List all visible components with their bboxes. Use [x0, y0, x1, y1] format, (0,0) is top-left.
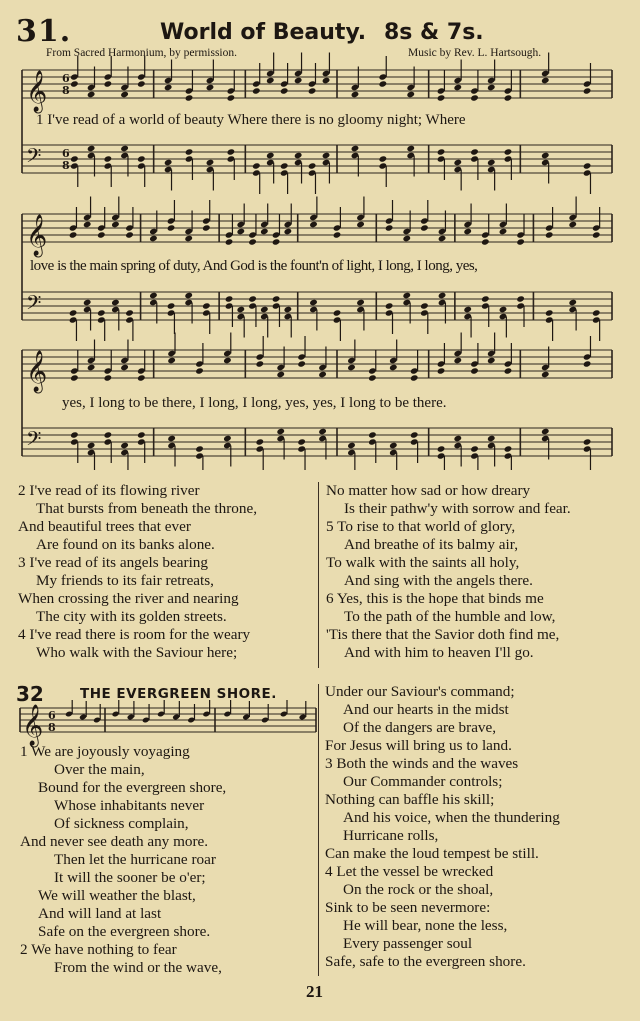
note-head: [137, 80, 146, 87]
note-head: [294, 77, 303, 84]
hymn-31-verses-right: [326, 482, 571, 662]
note-head: [385, 224, 394, 231]
note-head: [70, 431, 79, 438]
note-head: [356, 299, 365, 306]
note-head: [568, 299, 577, 306]
verse-line: Sink to be seen nevermore:: [325, 899, 491, 916]
page-number: 21: [306, 982, 323, 1001]
hymn-31-lyric-line: yes, I long to be there, I long, I long, yes, yes, I long to be there.: [62, 395, 447, 411]
note-head: [379, 80, 388, 87]
verse-line: 6 Yes, this is the hope that binds me: [326, 590, 544, 607]
hymn-32-verses-left: [20, 743, 226, 977]
note-head: [583, 360, 592, 367]
note-head: [69, 231, 78, 238]
verse-line: Nothing can baffle his skill;: [325, 791, 495, 808]
note-head: [227, 94, 236, 101]
verse-line: Under our Saviour's command;: [325, 683, 515, 700]
note-head: [272, 238, 281, 245]
note-head: [120, 364, 129, 371]
note-head: [225, 238, 234, 245]
note-head: [583, 162, 592, 169]
note-head: [437, 148, 446, 155]
note-head: [541, 152, 550, 159]
note-head: [541, 371, 550, 378]
note-head: [351, 91, 360, 98]
note-head: [470, 94, 479, 101]
note-head: [499, 228, 508, 235]
verse-line: Who walk with the Saviour here;: [36, 644, 238, 661]
hymn-31-meter: 8s & 7s.: [384, 20, 484, 45]
note-head: [420, 302, 429, 309]
note-head: [202, 302, 211, 309]
hymn-32-verses-right: [325, 683, 560, 971]
note-head: [437, 367, 446, 374]
note-head: [87, 442, 96, 449]
note-head: [167, 302, 176, 309]
note-head: [481, 295, 490, 302]
verse-line: 5 To rise to that world of glory,: [326, 518, 516, 535]
verse-line: It will the sooner be o'er;: [54, 869, 206, 886]
note-head: [260, 228, 269, 235]
note-head: [185, 94, 194, 101]
hymn-31-music-credit: Music by Rev. L. Hartsough.: [408, 47, 542, 59]
note-head: [284, 228, 293, 235]
note-head: [402, 292, 411, 299]
note-head: [308, 87, 317, 94]
note-head: [406, 91, 415, 98]
note-head: [592, 309, 601, 316]
note-head: [149, 292, 158, 299]
note-head: [167, 224, 176, 231]
note-head: [97, 309, 106, 316]
note-head: [276, 371, 285, 378]
note-head: [438, 292, 447, 299]
note-head: [276, 428, 285, 435]
time-signature-bottom: 8: [62, 159, 70, 172]
bass-clef-icon: 𝄢: [26, 427, 42, 455]
note-head: [487, 435, 496, 442]
note-head: [223, 357, 232, 364]
verse-line: For Jesus will bring us to land.: [325, 737, 512, 754]
note-head: [237, 306, 246, 313]
note-head: [120, 145, 129, 152]
note-head: [137, 155, 146, 162]
note-head: [164, 159, 173, 166]
verse-line: Hurricane rolls,: [343, 827, 439, 844]
note-head: [402, 235, 411, 242]
verse-line: When crossing the river and nearing: [18, 590, 239, 607]
note-head: [322, 77, 331, 84]
note-head: [104, 374, 113, 381]
note-head: [347, 442, 356, 449]
note-head: [266, 77, 275, 84]
note-head: [453, 84, 462, 91]
note-head: [308, 162, 317, 169]
verse-line: And breathe of its balmy air,: [344, 536, 518, 553]
hymn-31-number: 31.: [16, 14, 72, 49]
treble-clef-icon: 𝄞: [26, 351, 48, 392]
note-head: [389, 442, 398, 449]
note-head: [87, 364, 96, 371]
note-head: [541, 428, 550, 435]
note-head: [385, 302, 394, 309]
note-head: [184, 235, 193, 242]
note-head: [453, 159, 462, 166]
note-head: [184, 292, 193, 299]
note-head: [487, 357, 496, 364]
verse-line: And will land at last: [38, 905, 162, 922]
note-head: [297, 360, 306, 367]
note-head: [227, 148, 236, 155]
note-head: [70, 80, 79, 87]
treble-clef-icon: 𝄞: [26, 215, 48, 256]
note-head: [420, 224, 429, 231]
note-head: [410, 374, 419, 381]
note-head: [437, 445, 446, 452]
verse-line: 3 I've read of its angels bearing: [18, 554, 208, 571]
note-head: [545, 309, 554, 316]
note-head: [333, 231, 342, 238]
bass-clef-icon: 𝄢: [26, 291, 42, 319]
verse-line: We will weather the blast,: [38, 887, 196, 904]
note-head: [294, 152, 303, 159]
note-head: [504, 367, 513, 374]
note-head: [516, 295, 525, 302]
note-head: [368, 374, 377, 381]
note-head: [87, 145, 96, 152]
note-head: [202, 224, 211, 231]
note-head: [516, 238, 525, 245]
verse-line: And his voice, when the thundering: [343, 809, 560, 826]
verse-line: Is their pathw'y with sorrow and fear.: [344, 500, 571, 517]
note-head: [368, 431, 377, 438]
bass-clef-icon: 𝄢: [26, 144, 42, 172]
hymn-32-music-score: [0, 700, 320, 748]
time-signature-top: 6: [48, 709, 56, 722]
note-head: [256, 360, 265, 367]
time-signature-top: 6: [62, 147, 70, 160]
note-head: [410, 431, 419, 438]
verse-line: Then let the hurricane roar: [54, 851, 216, 868]
time-signature-top: 6: [62, 72, 70, 85]
note-head: [487, 159, 496, 166]
note-head: [248, 238, 257, 245]
column-divider: [318, 684, 319, 976]
note-head: [125, 309, 134, 316]
verse-line: Safe on the evergreen shore.: [38, 923, 211, 940]
note-head: [195, 367, 204, 374]
note-head: [322, 152, 331, 159]
note-head: [120, 91, 129, 98]
note-head: [237, 228, 246, 235]
verse-line: From the wind or the wave,: [54, 959, 222, 976]
note-head: [223, 435, 232, 442]
verse-line: The city with its golden streets.: [36, 608, 227, 625]
treble-staff: [20, 708, 316, 732]
note-head: [284, 306, 293, 313]
note-head: [487, 84, 496, 91]
hymn-31-lyric-line: love is the main spring of duty, And God is the fount'n of light, I long, I long, yes,: [30, 258, 478, 274]
note-head: [185, 148, 194, 155]
note-head: [297, 438, 306, 445]
note-head: [87, 91, 96, 98]
note-head: [164, 84, 173, 91]
verse-line: Whose inhabitants never: [54, 797, 205, 814]
note-head: [167, 357, 176, 364]
note-head: [583, 87, 592, 94]
note-head: [481, 238, 490, 245]
note-head: [504, 148, 513, 155]
verse-line: My friends to its fair retreats,: [36, 572, 214, 589]
hymn-31-source-credit: From Sacred Harmonium, by permission.: [46, 47, 238, 59]
note-head: [248, 295, 257, 302]
verse-line: To the path of the humble and low,: [344, 608, 556, 625]
verse-line: Over the main,: [54, 761, 145, 778]
note-head: [104, 155, 113, 162]
note-head: [225, 295, 234, 302]
note-head: [149, 235, 158, 242]
hymn-31-title: World of Beauty.: [160, 20, 367, 45]
treble-clef-icon: 𝄞: [26, 71, 48, 112]
verse-line: And with him to heaven I'll go.: [344, 644, 534, 661]
note-head: [167, 435, 176, 442]
note-head: [351, 145, 360, 152]
verse-line: And beautiful trees that ever: [18, 518, 191, 535]
note-head: [438, 235, 447, 242]
note-head: [252, 162, 261, 169]
verse-line: No matter how sad or how dreary: [326, 482, 531, 499]
verse-line: Bound for the evergreen shore,: [38, 779, 227, 796]
note-head: [379, 155, 388, 162]
note-head: [406, 145, 415, 152]
verse-line: 4 Let the vessel be wrecked: [325, 863, 494, 880]
note-head: [309, 299, 318, 306]
verse-line: 3 Both the winds and the waves: [325, 755, 519, 772]
verse-line: Safe, safe to the evergreen shore.: [325, 953, 526, 970]
note-head: [333, 309, 342, 316]
note-head: [463, 306, 472, 313]
note-head: [504, 445, 513, 452]
note-head: [111, 299, 120, 306]
note-head: [453, 357, 462, 364]
note-head: [504, 94, 513, 101]
note-head: [470, 367, 479, 374]
verse-line: And sing with the angels there.: [344, 572, 533, 589]
note-head: [252, 87, 261, 94]
note-head: [137, 374, 146, 381]
note-head: [437, 94, 446, 101]
note-head: [470, 445, 479, 452]
verse-line: On the rock or the shoal,: [343, 881, 494, 898]
note-head: [206, 159, 215, 166]
note-head: [389, 364, 398, 371]
column-divider: [318, 482, 319, 668]
note-head: [499, 306, 508, 313]
verse-line: Of sickness complain,: [54, 815, 189, 832]
note-head: [125, 231, 134, 238]
hymn-31-verses-left: [18, 482, 257, 662]
note-head: [120, 442, 129, 449]
verse-line: That bursts from beneath the throne,: [36, 500, 257, 517]
note-head: [347, 364, 356, 371]
note-head: [280, 162, 289, 169]
note-head: [545, 231, 554, 238]
note-head: [463, 228, 472, 235]
note-head: [206, 84, 215, 91]
verse-line: 2 I've read of its flowing river: [18, 482, 200, 499]
verse-line: And our hearts in the midst: [343, 701, 509, 718]
verse-line: Our Commander controls;: [343, 773, 503, 790]
note-head: [256, 438, 265, 445]
treble-clef-icon: 𝄞: [22, 705, 44, 746]
treble-staff: [22, 350, 612, 378]
note-head: [70, 374, 79, 381]
verse-line: 4 I've read there is room for the weary: [18, 626, 251, 643]
note-head: [195, 445, 204, 452]
verse-line: Every passenger soul: [343, 935, 473, 952]
note-head: [541, 77, 550, 84]
hymn-32-title: THE EVERGREEN SHORE.: [80, 686, 277, 702]
hymn-32-number: 32: [16, 682, 44, 706]
note-head: [97, 231, 106, 238]
note-head: [69, 309, 78, 316]
verse-line: Can make the loud tempest be still.: [325, 845, 539, 862]
note-head: [83, 221, 92, 228]
verse-line: 2 We have nothing to fear: [20, 941, 177, 958]
note-head: [309, 221, 318, 228]
verse-line: Are found on its banks alone.: [36, 536, 215, 553]
verse-line: He will bear, none the less,: [343, 917, 508, 934]
time-signature-bottom: 8: [48, 721, 56, 734]
note-head: [272, 295, 281, 302]
note-head: [280, 87, 289, 94]
verse-line: To walk with the saints all holy,: [326, 554, 520, 571]
note-head: [583, 438, 592, 445]
verse-line: 1 We are joyously voyaging: [20, 743, 190, 760]
note-head: [318, 428, 327, 435]
verse-line: Of the dangers are brave,: [343, 719, 497, 736]
note-head: [318, 371, 327, 378]
note-head: [453, 435, 462, 442]
verse-line: 'Tis there that the Savior doth find me,: [326, 626, 560, 643]
note-head: [137, 431, 146, 438]
note-head: [592, 231, 601, 238]
note-head: [470, 148, 479, 155]
note-head: [260, 306, 269, 313]
note-head: [568, 221, 577, 228]
verse-line: And never see death any more.: [20, 833, 209, 850]
note-head: [83, 299, 92, 306]
note-head: [104, 431, 113, 438]
note-head: [111, 221, 120, 228]
note-head: [266, 152, 275, 159]
note-head: [70, 155, 79, 162]
time-signature-bottom: 8: [62, 84, 70, 97]
hymn-31-lyric-line: 1 I've read of a world of beauty Where there is no gloomy night; Where: [36, 112, 466, 128]
note-head: [104, 80, 113, 87]
note-head: [356, 221, 365, 228]
